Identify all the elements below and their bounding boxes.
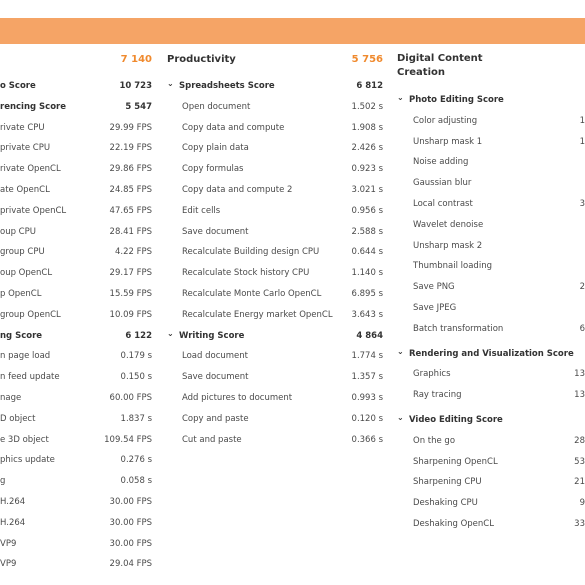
metric-label: Sharpening CPU: [413, 477, 482, 488]
metric-row: [0, 182, 160, 198]
metric-label: Load document: [182, 351, 248, 362]
metric-value: 3.021 s: [351, 185, 383, 195]
metric-row: [0, 203, 160, 219]
section-row[interactable]: [167, 328, 385, 344]
metric-label: private CPU: [0, 143, 51, 154]
metric-label: n page load: [0, 351, 51, 362]
metric-value: 10.09 FPS: [109, 309, 152, 320]
metric-label: Batch transformation: [413, 323, 504, 334]
metric-row: [0, 494, 160, 510]
top-bar: [0, 0, 585, 18]
metric-row: [167, 307, 385, 323]
metric-row: [167, 224, 385, 240]
metric-value: 1: [579, 136, 585, 147]
metric-label: VP9: [0, 559, 17, 570]
column-digital-content: [397, 52, 585, 582]
column-header: [167, 52, 385, 68]
metric-value: 9: [579, 498, 585, 509]
metric-row: [167, 390, 385, 406]
metric-value: 1: [579, 115, 585, 126]
metric-row: [0, 307, 160, 323]
metric-value: 0.179 s: [120, 351, 152, 362]
metric-value: 10 723: [119, 81, 152, 91]
column-score: 5 756: [351, 54, 383, 65]
metric-value: 0.366 s: [351, 434, 383, 445]
metric-row: [167, 348, 385, 364]
metric-row: [397, 300, 585, 316]
metric-row: [167, 161, 385, 177]
metric-value: 28: [574, 435, 585, 446]
metric-label: Recalculate Energy market OpenCL: [182, 309, 333, 320]
metric-label: Graphics: [413, 369, 451, 380]
metric-value: 60.00 FPS: [109, 393, 152, 403]
column-score: 7 140: [120, 54, 152, 65]
metric-label: rivate CPU: [0, 122, 45, 133]
metric-label: Save document: [182, 372, 249, 383]
metric-row: [167, 369, 385, 385]
metric-label: private OpenCL: [0, 205, 67, 216]
metric-row: [0, 536, 160, 552]
metric-row: [397, 495, 585, 511]
metric-label: Copy and paste: [182, 413, 249, 424]
metric-label: Cut and paste: [182, 434, 242, 445]
metric-label: ate OpenCL: [0, 185, 50, 195]
section-row[interactable]: [397, 92, 585, 108]
metric-row: [0, 348, 160, 364]
chevron-down-icon[interactable]: ⌄: [167, 328, 174, 338]
metric-label: Recalculate Monte Carlo OpenCL: [182, 289, 322, 299]
metric-value: 0.276 s: [120, 455, 152, 466]
metric-value: 109.54 FPS: [104, 434, 152, 445]
metric-label: Recalculate Stock history CPU: [182, 268, 310, 279]
column-title: Productivity: [167, 54, 236, 65]
section-row: [0, 99, 160, 115]
metric-label: oup OpenCL: [0, 268, 53, 279]
column-title: [397, 52, 483, 80]
metric-label: Unsharp mask 1: [413, 136, 483, 147]
section-row[interactable]: [397, 412, 585, 428]
metric-value: 6 122: [125, 330, 152, 341]
section-label: Writing Score: [179, 330, 245, 341]
chevron-down-icon[interactable]: ⌄: [397, 413, 404, 422]
metric-value: 6 812: [356, 81, 383, 91]
metric-value: 1.357 s: [351, 372, 383, 383]
metric-label: Add pictures to document: [182, 393, 293, 403]
metric-row: [397, 366, 585, 382]
metric-value: 2: [579, 282, 585, 293]
metric-row: [0, 224, 160, 240]
metric-value: 30.00 FPS: [109, 517, 152, 528]
metric-label: Local contrast: [413, 199, 473, 209]
metric-label: Copy plain data: [182, 143, 249, 154]
metric-value: 0.058 s: [120, 476, 152, 487]
metric-value: 29.99 FPS: [109, 122, 152, 133]
metric-label: On the go: [413, 435, 456, 446]
metric-label: H.264: [0, 497, 26, 507]
metric-value: 29.86 FPS: [109, 164, 152, 175]
metric-label: n feed update: [0, 372, 60, 383]
metric-label: Copy formulas: [182, 164, 244, 175]
metric-label: Ray tracing: [413, 390, 462, 401]
metric-value: 1.908 s: [351, 122, 383, 133]
metric-value: 4.22 FPS: [114, 247, 152, 258]
section-label: Rendering and Visualization Score: [409, 348, 574, 359]
metric-row: [397, 454, 585, 470]
metric-value: 6.895 s: [351, 289, 383, 299]
metric-label: g: [0, 476, 6, 487]
metric-row: [167, 411, 385, 427]
metric-value: 1.837 s: [120, 413, 152, 424]
metric-label: group OpenCL: [0, 309, 61, 320]
metric-value: 22.19 FPS: [109, 143, 152, 154]
section-label: Video Editing Score: [409, 415, 503, 425]
metric-row: [397, 238, 585, 254]
metric-label: Recalculate Building design CPU: [182, 247, 320, 258]
metric-label: Color adjusting: [413, 115, 478, 126]
section-label: o Score: [0, 81, 36, 91]
section-row: [0, 78, 160, 94]
metric-label: VP9: [0, 538, 17, 549]
metric-row: [397, 321, 585, 337]
metric-value: 21: [574, 477, 585, 488]
metric-row: [167, 244, 385, 260]
metric-row: [0, 473, 160, 489]
metric-value: 13: [574, 369, 585, 380]
metric-value: 15.59 FPS: [109, 289, 152, 299]
header-banner: [0, 18, 585, 44]
metric-value: 28.41 FPS: [109, 226, 152, 237]
metric-label: Save JPEG: [413, 303, 457, 313]
metric-label: Save document: [182, 226, 249, 237]
section-label: rencing Score: [0, 101, 67, 112]
metric-row: [0, 452, 160, 468]
metric-label: Thumbnail loading: [413, 261, 492, 272]
column-title-line2: Creation: [397, 67, 445, 78]
metric-row: [167, 203, 385, 219]
column-title-line1: Digital Content: [397, 53, 483, 64]
metric-label: Edit cells: [182, 205, 221, 216]
section-row[interactable]: [167, 78, 385, 94]
metric-row: [167, 99, 385, 115]
metric-label: D object: [0, 413, 36, 424]
metric-label: group CPU: [0, 247, 45, 258]
column-essentials: [0, 52, 160, 582]
metric-row: [0, 265, 160, 281]
metric-row: [0, 120, 160, 136]
metric-row: [0, 286, 160, 302]
metric-value: 1.774 s: [351, 351, 383, 362]
metric-value: 30.00 FPS: [109, 497, 152, 507]
metric-label: Sharpening OpenCL: [413, 456, 498, 467]
metric-value: 4 864: [356, 330, 383, 341]
metric-value: 47.65 FPS: [109, 205, 152, 216]
metric-row: [0, 140, 160, 156]
metric-value: 29.04 FPS: [109, 559, 152, 570]
metric-row: [0, 244, 160, 260]
metric-label: H.264: [0, 517, 26, 528]
chevron-down-icon[interactable]: ⌄: [397, 93, 404, 102]
section-row: [0, 328, 160, 344]
metric-value: 0.993 s: [351, 393, 383, 403]
metric-label: e 3D object: [0, 434, 49, 445]
section-label: ng Score: [0, 330, 43, 341]
metric-label: Deshaking OpenCL: [413, 519, 494, 529]
metric-row: [397, 258, 585, 274]
metric-value: 30.00 FPS: [109, 538, 152, 549]
section-row[interactable]: [397, 346, 585, 362]
metric-value: 0.150 s: [120, 372, 152, 383]
metric-value: 1.140 s: [351, 268, 383, 279]
metric-value: 2.426 s: [351, 143, 383, 154]
metric-label: Noise adding: [413, 157, 469, 168]
metric-row: [167, 140, 385, 156]
metric-label: Deshaking CPU: [413, 498, 478, 509]
metric-row: [0, 161, 160, 177]
metric-value: 29.17 FPS: [109, 268, 152, 279]
metric-label: Copy data and compute 2: [182, 185, 293, 195]
metric-value: 0.120 s: [351, 413, 383, 424]
metric-row: [397, 387, 585, 403]
metric-row: [397, 433, 585, 449]
metric-row: [0, 411, 160, 427]
metric-row: [397, 279, 585, 295]
metric-label: Gaussian blur: [413, 178, 472, 189]
metric-value: 0.923 s: [351, 164, 383, 175]
metric-row: [397, 474, 585, 490]
metric-row: [397, 134, 585, 150]
metric-row: [0, 390, 160, 406]
metric-label: Wavelet denoise: [413, 219, 484, 230]
metric-value: 6: [579, 323, 585, 334]
column-header: [0, 52, 160, 68]
metric-row: [397, 196, 585, 212]
metric-row: [397, 113, 585, 129]
metric-label: oup CPU: [0, 226, 36, 237]
chevron-down-icon[interactable]: ⌄: [397, 346, 404, 356]
column-productivity: [167, 52, 385, 582]
metric-label: Unsharp mask 2: [413, 240, 483, 251]
chevron-down-icon[interactable]: ⌄: [167, 79, 174, 88]
metric-row: [167, 286, 385, 302]
metric-row: [397, 217, 585, 233]
metric-row: [0, 369, 160, 385]
metric-label: p OpenCL: [0, 289, 42, 299]
section-label: Spreadsheets Score: [179, 81, 275, 91]
metric-label: phics update: [0, 455, 55, 466]
metric-row: [0, 515, 160, 531]
metric-label: Open document: [182, 101, 251, 112]
metric-row: [167, 182, 385, 198]
metric-row: [397, 516, 585, 532]
metric-row: [397, 175, 585, 191]
metric-value: 53: [574, 456, 585, 467]
metric-row: [167, 432, 385, 448]
metric-value: 24.85 FPS: [109, 185, 152, 195]
metric-value: 3.643 s: [351, 309, 383, 320]
metric-row: [0, 432, 160, 448]
metric-label: nage: [0, 393, 22, 403]
metric-value: 13: [574, 390, 585, 401]
metric-row: [397, 154, 585, 170]
metric-label: rivate OpenCL: [0, 164, 61, 175]
metric-value: 33: [574, 519, 585, 529]
metric-value: 5 547: [125, 101, 152, 112]
section-label: Photo Editing Score: [409, 95, 504, 105]
metric-row: [167, 265, 385, 281]
metric-value: 3: [579, 199, 585, 209]
metric-label: Save PNG: [413, 282, 455, 293]
metric-value: 0.644 s: [351, 247, 383, 258]
metric-row: [0, 556, 160, 572]
metric-label: Copy data and compute: [182, 122, 285, 133]
metric-value: 2.588 s: [351, 226, 383, 237]
metric-row: [167, 120, 385, 136]
metric-value: 1.502 s: [351, 101, 383, 112]
metric-value: 0.956 s: [351, 205, 383, 216]
